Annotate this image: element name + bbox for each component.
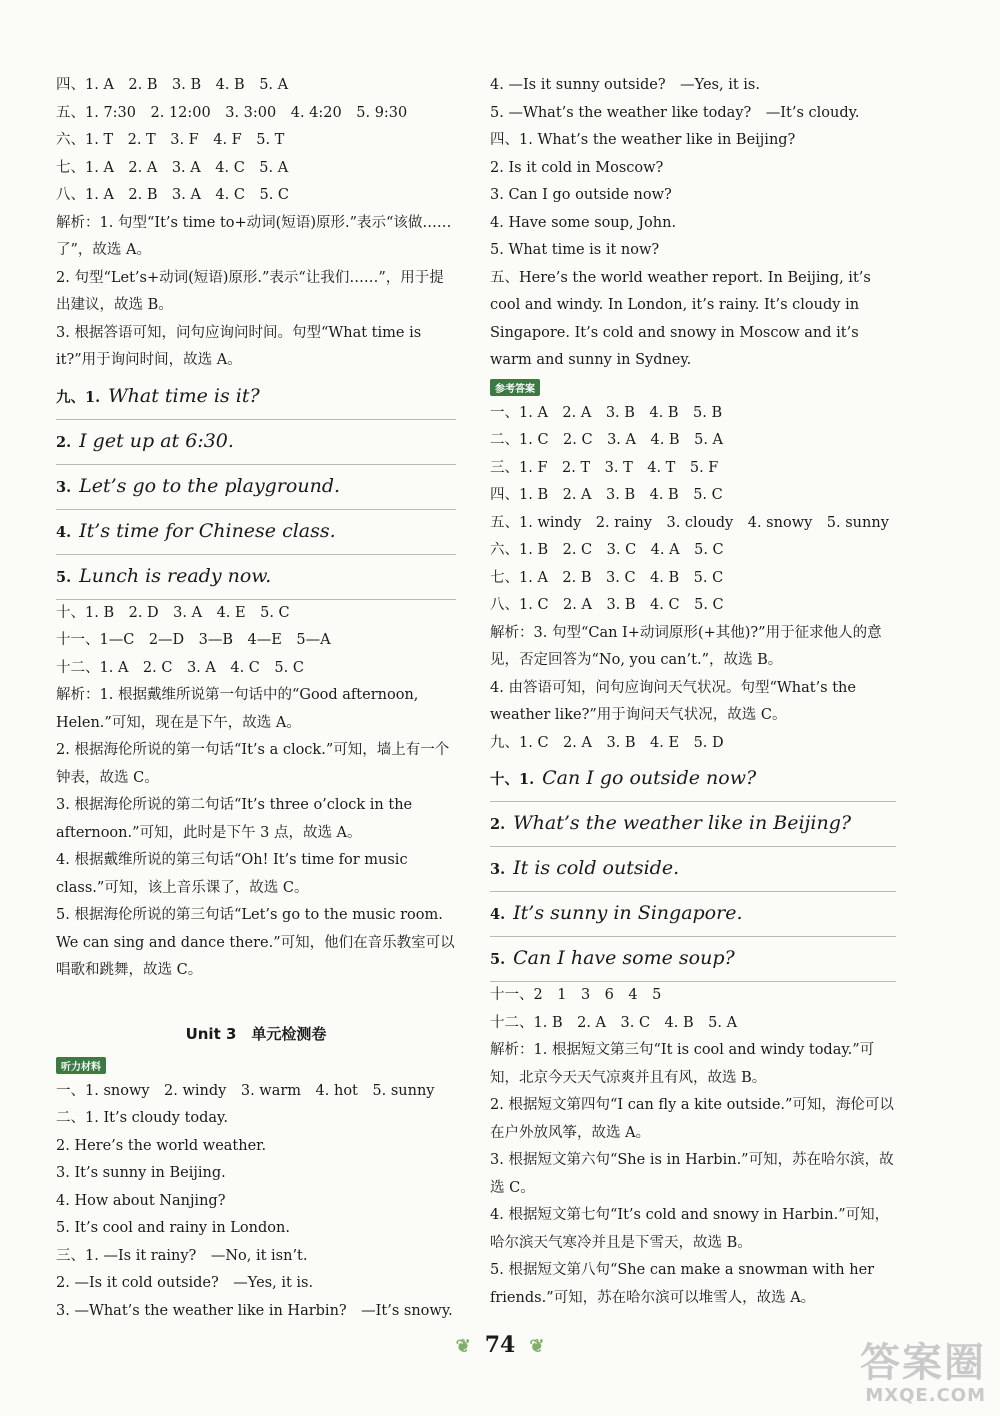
analysis-paragraph: 解析：1. 句型“It’s time to+动词(短语)原形.”表示“该做……了”，故选 A。 (56, 214, 452, 258)
answer-line: 十二、1. A 2. C 3. A 4. C 5. C (56, 659, 304, 676)
answer-text: What’s the weather like in Beijing? (513, 812, 852, 834)
section-tag: 听力材料 (56, 1057, 106, 1074)
analysis-paragraph: 3. 根据答语可知，问句应询问时间。句型“What time is it?”用于询问时间，故选 A。 (56, 324, 422, 368)
answer-line: 四、1. A 2. B 3. B 4. B 5. A (56, 77, 289, 93)
handwritten-answer-line (490, 892, 896, 937)
answer-line: 三、1. F 2. T 3. T 4. T 5. F (490, 459, 719, 476)
transcript-line: 四、1. What’s the weather like in Beijing? (490, 132, 796, 148)
left-column (56, 72, 456, 1325)
answer-number: 4. (56, 523, 72, 541)
transcript-line: 4. Have some soup, John. (490, 214, 677, 231)
answer-text: I get up at 6:30. (79, 429, 234, 452)
analysis-paragraph: 4. 由答语可知，问句应询问天气状况。句型“What’s the weather like?”用于询问天气状况，故选 C。 (490, 679, 856, 723)
answer-text: Let’s go to the playground. (79, 474, 341, 497)
answer-line: 十一、1—C 2—D 3—B 4—E 5—A (56, 632, 331, 648)
transcript-line: 二、1. It’s cloudy today. (56, 1110, 228, 1126)
answer-number: 九、1. (56, 388, 101, 406)
handwritten-answer-line (56, 555, 456, 600)
transcript-line: 5. —What’s the weather like today? —It’s cloudy. (490, 104, 860, 121)
watermark-cn: 答案圈 (860, 1340, 986, 1386)
right-column (490, 72, 896, 1312)
analysis-paragraph: 解析：3. 句型“Can I+动词原形(+其他)?”用于征求他人的意见，否定回答为“No, you can’t.”，故选 B。 (490, 624, 882, 668)
page-footer (0, 1332, 1000, 1358)
analysis-paragraph: 解析：1. 根据短文第三句“It is cool and windy today.”可知，北京今天天气凉爽并且有风，故选 B。 (490, 1042, 875, 1086)
answer-text: It’s sunny in Singapore. (513, 902, 743, 924)
answer-line: 九、1. C 2. A 3. B 4. E 5. D (490, 734, 724, 751)
answer-line: 五、1. 7:30 2. 12:00 3. 3:00 4. 4:20 5. 9:30 (56, 104, 408, 121)
answer-line: 二、1. C 2. C 3. A 4. B 5. A (490, 432, 724, 448)
analysis-paragraph: 4. 根据短文第七句“It’s cold and snowy in Harbin.”可知，哈尔滨天气寒冷并且是下雪天，故选 B。 (490, 1207, 890, 1251)
answer-line: 六、1. B 2. C 3. C 4. A 5. C (490, 542, 724, 558)
transcript-line: 3. Can I go outside now? (490, 187, 672, 203)
answer-line: 十一、2 1 3 6 4 5 (490, 987, 662, 1003)
transcript-line: 4. How about Nanjing? (56, 1192, 226, 1209)
page-number: 74 (484, 1332, 516, 1358)
answer-number: 5. (490, 951, 506, 968)
analysis-paragraph: 2. 句型“Let’s+动词(短语)原形.”表示“让我们……”，用于提出建议，故选 B。 (56, 269, 444, 313)
answer-text: It’s time for Chinese class. (79, 519, 336, 542)
answer-text: Can I have some soup? (513, 947, 735, 969)
answer-line: 六、1. T 2. T 3. F 4. F 5. T (56, 132, 285, 148)
transcript-line: 4. —Is it sunny outside? —Yes, it is. (490, 77, 760, 93)
weather-report-paragraph: 五、Here’s the world weather report. In Beijing, it’s cool and windy. In London, it’s rainy. It’s cloudy in Singapore. It’s cold and snowy in Moscow and it’s warm and sunny in Sydney. (490, 269, 871, 368)
analysis-paragraph: 3. 根据短文第六句“She is in Harbin.”可知，苏在哈尔滨，故选 C。 (490, 1152, 894, 1196)
analysis-paragraph: 2. 根据短文第四句“I can fly a kite outside.”可知，海伦可以在户外放风筝，故选 A。 (490, 1097, 894, 1141)
answer-number: 5. (56, 568, 72, 586)
analysis-paragraph: 5. 根据短文第八句“She can make a snowman with her friends.”可知，苏在哈尔滨可以堆雪人，故选 A。 (490, 1262, 875, 1306)
watermark-en: MXQE.COM (865, 1385, 986, 1406)
answer-number: 2. (56, 433, 72, 451)
answer-number: 十、1. (490, 771, 535, 788)
analysis-paragraph: 2. 根据海伦所说的第一句话“It’s a clock.”可知，墙上有一个钟表，故选 C。 (56, 742, 450, 786)
transcript-line: 3. It’s sunny in Beijing. (56, 1165, 226, 1181)
analysis-paragraph: 5. 根据海伦所说的第三句话“Let’s go to the music room. We can sing and dance there.”可知，他们在音乐教室可以唱歌和跳舞，故选 C。 (56, 907, 455, 978)
section-tag: 参考答案 (490, 379, 540, 396)
answer-line: 八、1. A 2. B 3. A 4. C 5. C (56, 187, 290, 203)
answer-line: 七、1. A 2. B 3. C 4. B 5. C (490, 569, 724, 586)
transcript-line: 5. What time is it now? (490, 242, 660, 258)
unit-title: Unit 3 单元检测卷 (185, 1024, 327, 1043)
analysis-paragraph: 4. 根据戴维所说的第三句话“Oh! It’s time for music class.”可知，该上音乐课了，故选 C。 (56, 852, 408, 896)
watermark (860, 1341, 986, 1406)
transcript-line: 一、1. snowy 2. windy 3. warm 4. hot 5. sunny (56, 1082, 435, 1099)
answer-text: Lunch is ready now. (79, 564, 272, 587)
handwritten-answer-line (56, 420, 456, 465)
leaf-icon: ❦ (455, 1335, 471, 1357)
answer-number: 2. (490, 816, 506, 833)
transcript-line: 2. Here’s the world weather. (56, 1137, 267, 1154)
answer-line: 十、1. B 2. D 3. A 4. E 5. C (56, 604, 290, 621)
handwritten-answer-line (490, 937, 896, 982)
answer-number: 4. (490, 906, 506, 923)
answer-line: 四、1. B 2. A 3. B 4. B 5. C (490, 487, 723, 503)
answer-number: 3. (56, 478, 72, 496)
answer-line: 十二、1. B 2. A 3. C 4. B 5. A (490, 1014, 738, 1031)
handwritten-answer-line (56, 510, 456, 555)
transcript-line: 2. —Is it cold outside? —Yes, it is. (56, 1275, 314, 1291)
transcript-line: 5. It’s cool and rainy in London. (56, 1220, 290, 1236)
analysis-paragraph: 解析：1. 根据戴维所说第一句话中的“Good afternoon, Helen.”可知，现在是下午，故选 A。 (56, 687, 419, 731)
answer-line: 五、1. windy 2. rainy 3. cloudy 4. snowy 5. sunny (490, 514, 889, 531)
answer-line: 八、1. C 2. A 3. B 4. C 5. C (490, 597, 724, 613)
answer-text: What time is it? (108, 384, 260, 407)
leaf-icon: ❦ (529, 1335, 545, 1357)
transcript-line: 3. —What’s the weather like in Harbin? —It’s snowy. (56, 1302, 453, 1319)
answer-line: 一、1. A 2. A 3. B 4. B 5. B (490, 404, 723, 421)
handwritten-answer-line (56, 375, 456, 420)
answer-number: 3. (490, 861, 506, 878)
answer-line: 七、1. A 2. A 3. A 4. C 5. A (56, 159, 289, 176)
answer-text: Can I go outside now? (542, 767, 757, 789)
handwritten-answer-line (490, 802, 896, 847)
transcript-line: 2. Is it cold in Moscow? (490, 159, 664, 176)
analysis-paragraph: 3. 根据海伦所说的第二句话“It’s three o’clock in the afternoon.”可知，此时是下午 3 点，故选 A。 (56, 797, 413, 841)
transcript-line: 三、1. —Is it rainy? —No, it isn’t. (56, 1247, 308, 1264)
handwritten-answer-line (490, 847, 896, 892)
handwritten-answer-line (56, 465, 456, 510)
answer-text: It is cold outside. (513, 857, 680, 879)
handwritten-answer-line (490, 757, 896, 802)
